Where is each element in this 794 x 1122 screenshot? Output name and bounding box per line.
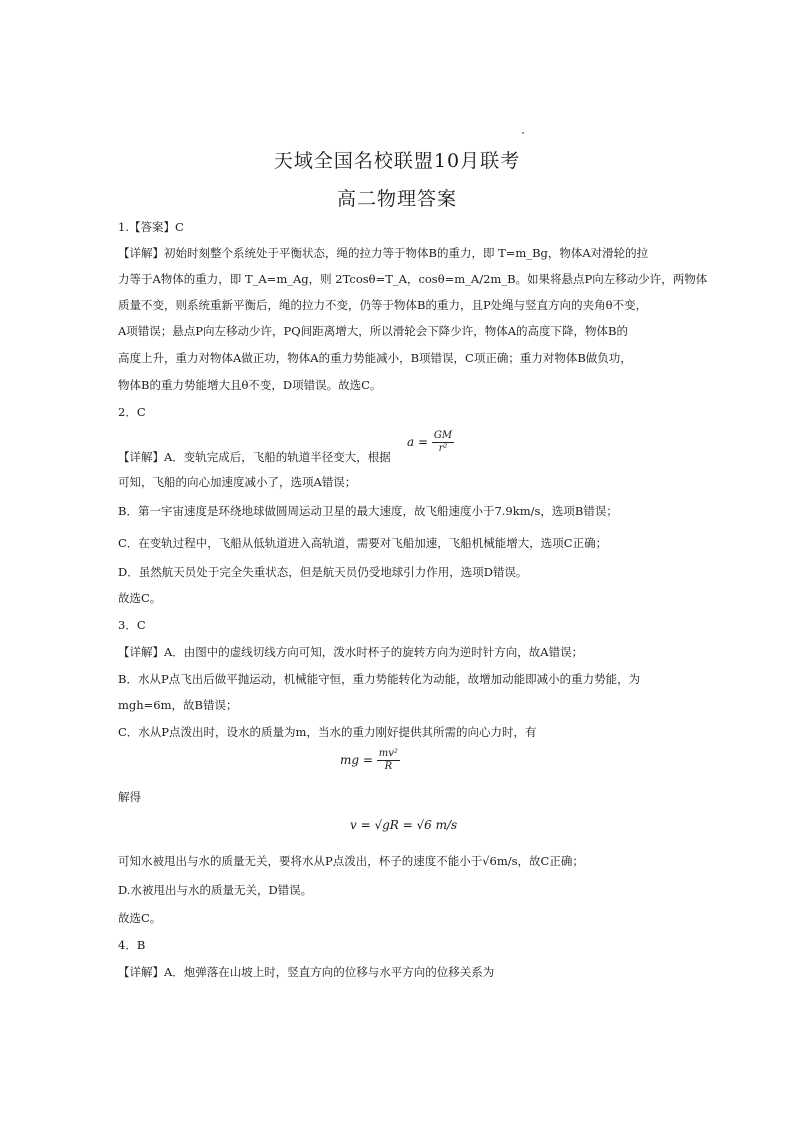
answer-1-detail-line: 物体B的重力势能增大且θ不变，D项错误。故选C。 (118, 378, 382, 392)
answer-2-detail-line: 可知，飞船的向心加速度减小了，选项A错误； (118, 475, 357, 489)
answer-3-option-c: C．水从P点泼出时，设水的质量为m，当水的重力刚好提供其所需的向心力时，有 (118, 725, 537, 739)
formula-velocity: v = √gR = √6 m/s (350, 818, 458, 832)
formula-centripetal-denominator: R (384, 761, 393, 772)
scan-speck (522, 132, 524, 134)
answer-1-detail-line: 高度上升，重力对物体A做正功，物体A的重力势能减小，B项错误，C项正确；重力对物体B做负功， (118, 351, 632, 365)
answer-4-detail-line: 【详解】A．炮弹落在山坡上时，竖直方向的位移与水平方向的位移关系为 (118, 965, 495, 979)
answer-3-option-d: D.水被甩出与水的质量无关，D错误。 (118, 883, 313, 897)
formula-acceleration (407, 430, 454, 455)
answer-1-detail-line: 【详解】初始时刻整个系统处于平衡状态，绳的拉力等于物体B的重力，即 T=m_Bg，物体A对滑轮的拉 (118, 246, 649, 260)
answer-1-heading: 1.【答案】C (118, 220, 184, 234)
answer-3-conclusion: 故选C。 (118, 911, 162, 925)
formula-acceleration-fraction (432, 430, 454, 455)
answer-1-detail-line: 力等于A物体的重力，即 T_A=m_Ag，则 2Tcosθ=T_A，cosθ=m_A/2m_B。如果将悬点P向左移动少许，两物体 (118, 272, 708, 286)
answer-1-detail-line: 质量不变，则系统重新平衡后，绳的拉力不变，仍等于物体B的重力，且P处绳与竖直方向的夹角θ不变， (118, 298, 648, 312)
page-title: 天域全国名校联盟10月联考 (273, 150, 521, 172)
answer-3-option-b-cont: mgh=6m，故B错误； (118, 698, 238, 712)
answer-2-detail-line: 【详解】A．变轨完成后，飞船的轨道半径变大，根据 (118, 450, 391, 464)
page-subtitle: 高二物理答案 (336, 188, 457, 210)
formula-centripetal-lhs: mg = (340, 753, 373, 767)
answer-3-option-a: 【详解】A．由图中的虚线切线方向可知，泼水时杯子的旋转方向为逆时针方向，故A错误； (118, 645, 584, 659)
answer-2-conclusion: 故选C。 (118, 591, 162, 605)
answer-3-option-b: B．水从P点飞出后做平抛运动，机械能守恒，重力势能转化为动能，故增加动能即减小的重力势能，为 (118, 672, 641, 686)
formula-acceleration-lhs: a = (407, 435, 429, 449)
formula-centripetal-fraction (377, 748, 400, 773)
answer-4-heading: 4．B (118, 938, 146, 952)
answer-2-option-c: C．在变轨过程中，飞船从低轨道进入高轨道，需要对飞船加速，飞船机械能增大，选项C正确； (118, 536, 608, 550)
answer-2-option-b: B．第一宇宙速度是环绕地球做圆周运动卫星的最大速度，故飞船速度小于7.9km/s，选项B错误； (118, 504, 618, 518)
answer-3-heading: 3．C (118, 618, 146, 632)
formula-acceleration-denominator: r² (438, 443, 448, 454)
answer-3-option-c-cont: 可知水被甩出与水的质量无关，要将水从P点泼出，杯子的速度不能小于√6m/s，故C正确； (118, 854, 584, 868)
formula-centripetal (340, 748, 400, 773)
formula-centripetal-numerator: mv² (378, 748, 398, 759)
answer-1-detail-line: A项错误；悬点P向左移动少许，PQ间距离增大，所以滑轮会下降少许，物体A的高度下降，物体B的 (118, 324, 628, 338)
formula-acceleration-numerator: GM (433, 430, 453, 441)
answer-2-option-d: D．虽然航天员处于完全失重状态，但是航天员仍受地球引力作用，选项D错误。 (118, 565, 528, 579)
answer-2-heading: 2．C (118, 405, 146, 419)
answer-3-solve-label: 解得 (118, 790, 141, 804)
